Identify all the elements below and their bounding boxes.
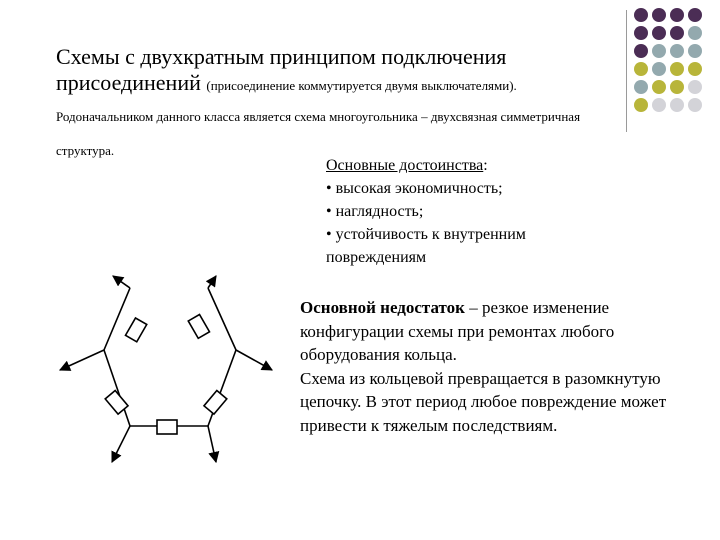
advantage-item: • наглядность; <box>326 203 424 220</box>
ring-segment <box>208 288 236 350</box>
ring-segment <box>104 288 130 350</box>
feeder-arrow <box>208 426 216 462</box>
slide-subtitle: Родоначальником данного класса является схема многоугольника – двухсвязная симметричная структура. <box>56 109 581 158</box>
disadvantage-text: – резкое изменение конфигурации схемы при ремонтах любого оборудования кольца. <box>300 298 615 364</box>
feeder-arrow <box>113 276 130 288</box>
slide-title-note: (присоединение коммутируется двумя выключателями). <box>206 78 517 93</box>
disadvantage-consequence: Схема из кольцевой превращается в разомкнутую цепочку. В этот период любое повреждение может привести к тяжелым последствиям. <box>300 368 667 435</box>
feeder-arrow <box>112 426 130 462</box>
disadvantage-heading: Основной недостаток <box>300 298 465 317</box>
breaker-symbol <box>157 420 177 434</box>
feeder-arrow <box>208 276 216 288</box>
advantage-item: • высокая экономичность; <box>326 180 503 197</box>
advantages-heading: Основные достоинства <box>326 157 484 174</box>
feeder-arrow <box>60 350 104 370</box>
feeder-arrow <box>236 350 272 370</box>
breaker-symbol <box>125 318 146 342</box>
breaker-symbol <box>188 315 209 339</box>
advantage-item: • устойчивость к внутренним повреждениям <box>326 226 526 266</box>
breaker-symbol <box>204 390 227 414</box>
ring-segment <box>104 350 130 426</box>
advantages-heading-suffix: : <box>483 157 488 174</box>
slide-title-text: Схемы с двухкратным принципом подключения присоединений <box>56 44 507 95</box>
ring-segment <box>208 350 236 426</box>
